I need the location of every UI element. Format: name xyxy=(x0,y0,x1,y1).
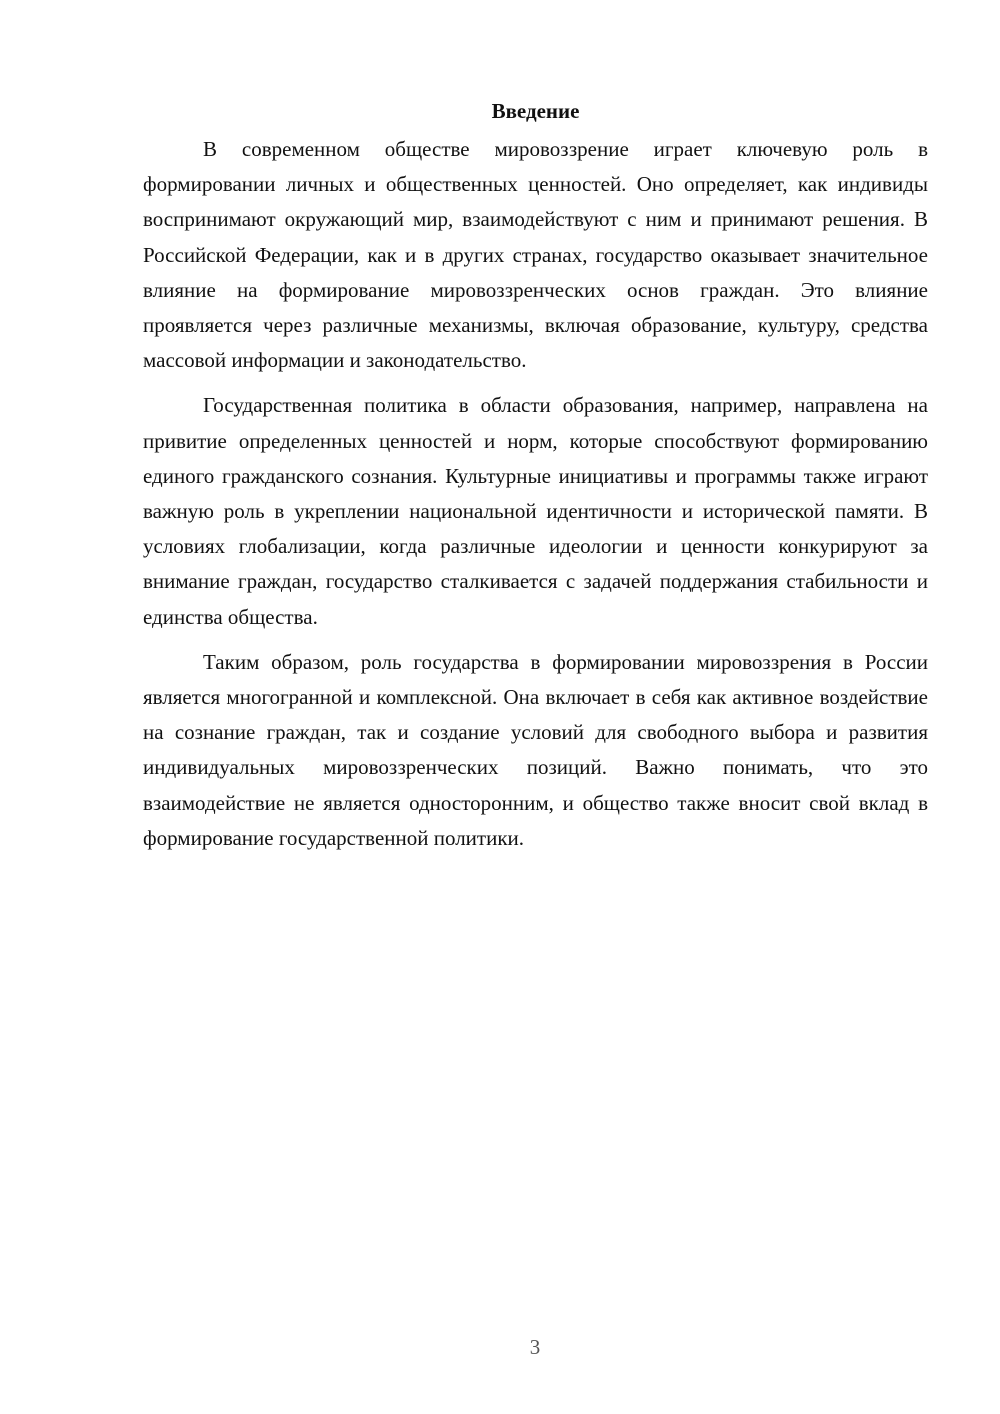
page-content xyxy=(143,96,928,856)
section-heading: Введение xyxy=(491,99,580,123)
paragraph-2: Государственная политика в области образования, например, направлена на привитие определенных ценностей и норм, которые способствуют формированию единого гражданского сознания. Культурные инициативы и программы также играют важную роль в укреплении национальной идентичности и исторической памяти. В условиях глобализации, когда различные идеологии и ценности конкурируют за внимание граждан, государство сталкивается с задачей поддержания стабильности и единства общества. xyxy=(143,393,928,629)
page-number: 3 xyxy=(529,1335,541,1359)
paragraph-3: Таким образом, роль государства в формировании мировоззрения в России является многогранной и комплексной. Она включает в себя как активное воздействие на сознание граждан, так и создание условий для свободного выбора и развития индивидуальных мировоззренческих позиций. Важно понимать, что это взаимодействие не является односторонним, и общество также вносит свой вклад в формирование государственной политики. xyxy=(143,649,928,850)
paragraph-1: В современном обществе мировоззрение играет ключевую роль в формировании личных и общественных ценностей. Оно определяет, как индивиды воспринимают окружающий мир, взаимодействуют с ним и принимают решения. В Российской Федерации, как и в других странах, государство оказывает значительное влияние на формирование мировоззренческих основ граждан. Это влияние проявляется через различные механизмы, включая образование, культуру, средства массовой информации и законодательство. xyxy=(143,137,928,373)
